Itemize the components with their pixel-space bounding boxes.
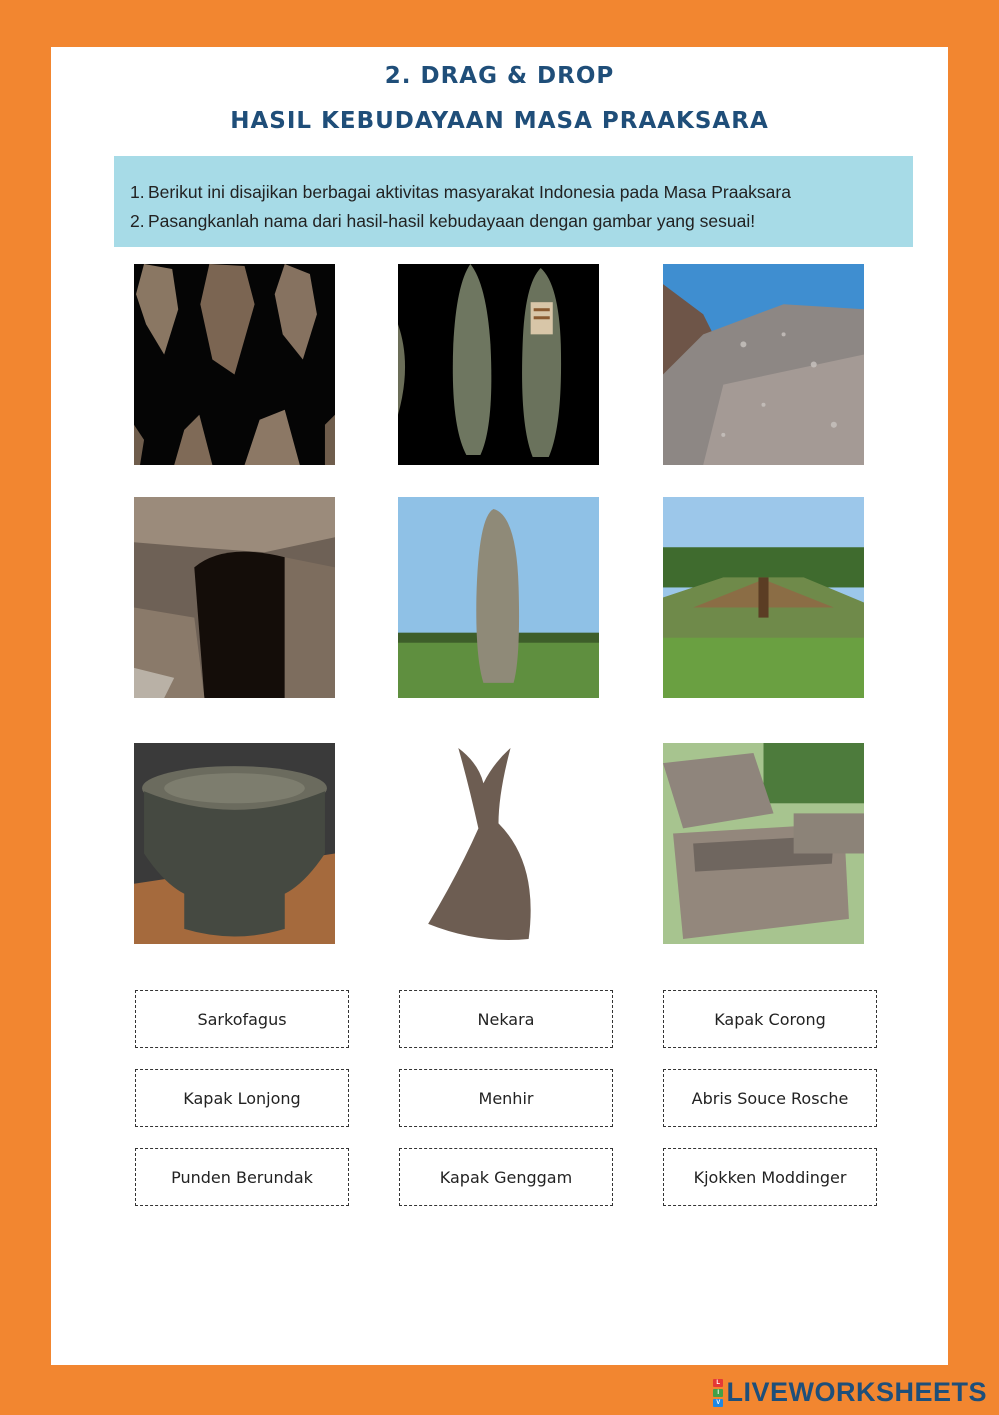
image-bronze-drum[interactable]	[134, 743, 335, 944]
image-polished-stone-axes[interactable]	[398, 264, 599, 465]
answer-card-kapak-genggam[interactable]: Kapak Genggam	[399, 1148, 613, 1206]
instruction-text: Berikut ini disajikan berbagai aktivitas masyarakat Indonesia pada Masa Praaksara	[148, 182, 791, 202]
answer-card-kapak-corong[interactable]: Kapak Corong	[663, 990, 877, 1048]
image-shell-heap[interactable]	[663, 264, 864, 465]
page-subtitle: HASIL KEBUDAYAAN MASA PRAAKSARA	[230, 108, 769, 134]
answer-card-kapak-lonjong[interactable]: Kapak Lonjong	[135, 1069, 349, 1127]
answer-card-abris-souce-rosche[interactable]: Abris Souce Rosche	[663, 1069, 877, 1127]
liveworksheets-logo[interactable]	[713, 1377, 987, 1408]
image-rock-shelter-cave[interactable]	[134, 497, 335, 698]
image-socketed-axe[interactable]	[398, 743, 599, 944]
image-menhir[interactable]	[398, 497, 599, 698]
answer-card-menhir[interactable]: Menhir	[399, 1069, 613, 1127]
answer-card-punden-berundak[interactable]: Punden Berundak	[135, 1148, 349, 1206]
brand-name: LIVEWORKSHEETS	[726, 1377, 987, 1407]
image-terraced-mound[interactable]	[663, 497, 864, 698]
image-sarcophagus[interactable]	[663, 743, 864, 944]
image-stone-hand-axes[interactable]	[134, 264, 335, 465]
instruction-number: 2.	[130, 211, 145, 231]
instruction-item	[130, 178, 913, 207]
instruction-item	[130, 207, 913, 236]
live-logo-icon: L I V	[713, 1378, 723, 1408]
answer-card-nekara[interactable]: Nekara	[399, 990, 613, 1048]
instruction-text: Pasangkanlah nama dari hasil-hasil kebudayaan dengan gambar yang sesuai!	[148, 211, 756, 231]
instructions-box	[114, 156, 913, 247]
page-title: 2. DRAG & DROP	[384, 63, 615, 89]
answer-card-sarkofagus[interactable]: Sarkofagus	[135, 990, 349, 1048]
answer-card-kjokken-moddinger[interactable]: Kjokken Moddinger	[663, 1148, 877, 1206]
instruction-number: 1.	[130, 182, 145, 202]
